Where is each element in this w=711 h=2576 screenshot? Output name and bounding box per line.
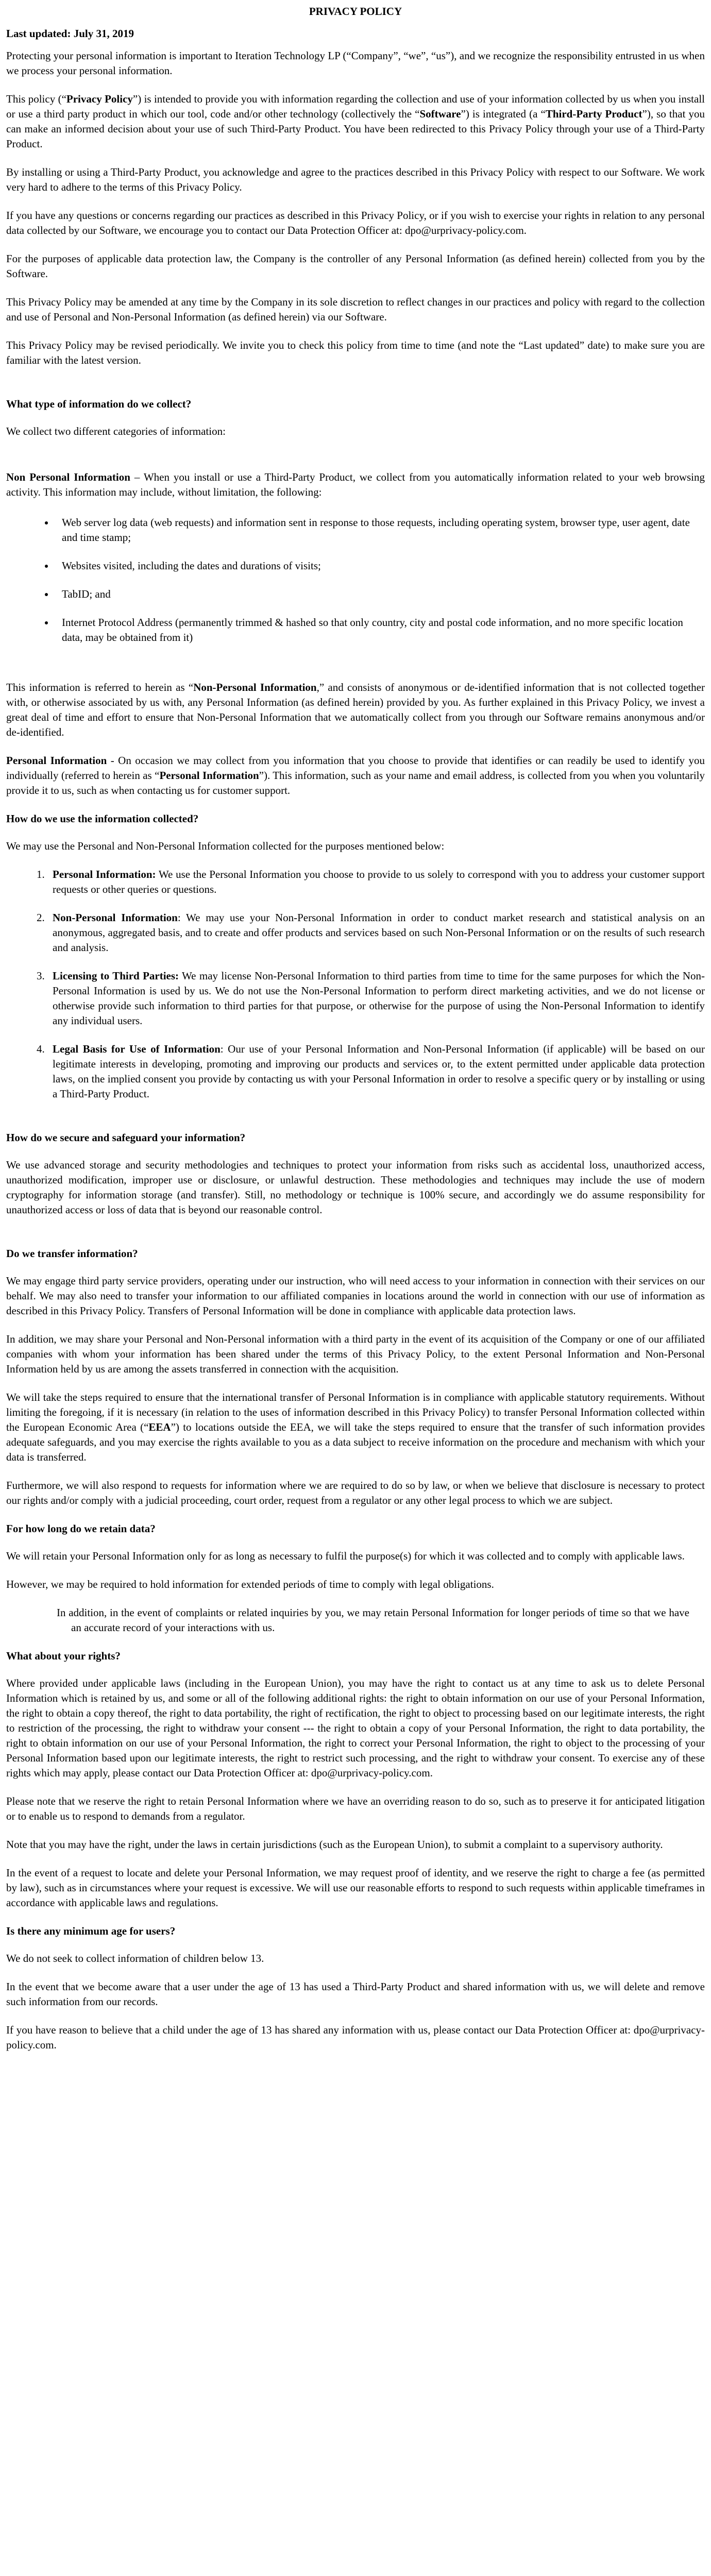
- use-purposes-list: [6, 867, 705, 1101]
- rights-retention-paragraph: Please note that we reserve the right to retain Personal Information where we have an overriding reason to do so, such as to preserve it for anticipated litigation or to enable us to respond to demands from a regulator.: [6, 1795, 705, 1822]
- transfer-paragraph: We may engage third party service providers, operating under our instruction, who will need access to your information in connection with their services on our behalf. We may also need to transfer your information to our affiliated companies in locations around the world in connection with our use of information as described in this Privacy Policy. Transfers of Personal Information will be done in compliance with applicable data protection laws.: [6, 1275, 705, 1317]
- list-item: 1. Personal Information: We use the Personal Information you choose to provide to us solely to correspond with you to address your customer support requests or other queries or questions.: [47, 867, 705, 897]
- list-item: 4. Legal Basis for Use of Information: Our use of your Personal Information and Non-Personal Information (if applicable) will be based on our legitimate interests in developing, promoting and improving our products and services or, to the extent permitted under applicable data protection laws, on the implied consent you provide by contacting us with your Personal Information in order to resolve a specific query or by installing or using a Third-Party Product.: [47, 1042, 705, 1101]
- intro-paragraph: Protecting your personal information is important to Iteration Technology LP (“Company”, “we”, “us”), and we recognize the responsibility entrusted in us when we process your personal information.: [6, 49, 705, 77]
- collect-intro: We collect two different categories of information:: [6, 425, 226, 437]
- retain-paragraph: We will retain your Personal Information only for as long as necessary to fulfil the purpose(s) for which it was collected and to comply with applicable laws.: [6, 1550, 685, 1562]
- collected-data-list: [6, 515, 705, 645]
- last-updated-date: Last updated: July 31, 2019: [6, 27, 134, 40]
- intro-consent-paragraph: By installing or using a Third-Party Product, you acknowledge and agree to the practices described in this Privacy Policy with respect to our Software. We work very hard to adhere to the terms of this Privacy Policy.: [6, 166, 705, 193]
- secure-paragraph: We use advanced storage and security methodologies and techniques to protect your information from risks such as accidental loss, unauthorized access, unauthorized modification, improper use or disclosure, or unlawful destruction. These methodologies and techniques may include the use of modern cryptography for information storage (and transfer). Still, no methodology or technique is 100% secure, and accordingly we do assume responsibility for unauthorized access or loss of data that is beyond our reasonable control.: [6, 1159, 705, 1216]
- list-item: • Internet Protocol Address (permanently trimmed & hashed so that only country, city and postal code information, and no more specific location data, may be obtained from it): [55, 615, 705, 645]
- age-deletion-paragraph: In the event that we become aware that a user under the age of 13 has used a Third-Party Product and shared information with us, we will delete and remove such information from our records.: [6, 1980, 705, 2008]
- list-item: • Websites visited, including the dates and durations of visits;: [55, 558, 705, 573]
- retain-complaints-paragraph: In addition, in the event of complaints or related inquiries by you, we may retain Personal Information for longer periods of time so that we have an accurate record of your interactions with us.: [57, 1606, 689, 1634]
- transfer-international-paragraph: We will take the steps required to ensure that the international transfer of Personal Information is in compliance with applicable statutory requirements. Without limiting the foregoing, if it is necessary (in relation to the uses of information described in this Privacy Policy) to transfer Personal Information collected within the European Economic Area (“EEA”) to locations outside the EEA, we will take the steps required to ensure that the transfer of such information provides adequate safeguards, and you may exercise the rights available to you as a data subject to receive information on the procedure and mechanism with which your data is transferred.: [6, 1391, 705, 1463]
- section-heading-use: How do we use the information collected?: [6, 812, 199, 825]
- age-contact-paragraph: If you have reason to believe that a child under the age of 13 has shared any information with us, please contact our Data Protection Officer at: dpo@urprivacy-policy.com.: [6, 2024, 705, 2051]
- non-personal-info-definition: This information is referred to herein as “Non-Personal Information,” and consists of anonymous or de-identified information that is not collected together with, or otherwise associated by us with, any Personal Information (as defined herein) provided by you. As further explained in this Privacy Policy, we invest a great deal of time and effort to ensure that Non-Personal Information that we automatically collect from you through our Software remains anonymous and/or de-identified.: [6, 681, 705, 738]
- list-item: • TabID; and: [55, 587, 705, 602]
- section-heading-collect: What type of information do we collect?: [6, 398, 192, 410]
- section-heading-transfer: Do we transfer information?: [6, 1247, 138, 1260]
- transfer-acquisition-paragraph: In addition, we may share your Personal and Non-Personal information with a third party in the event of its acquisition of the Company or one of our affiliated companies with whom your information has been shared under the terms of this Privacy Policy, to the extent Personal Information and Non-Personal Information held by us are among the assets transferred in connection with the acquisition.: [6, 1333, 705, 1375]
- section-heading-retain: For how long do we retain data?: [6, 1522, 156, 1535]
- transfer-legal-paragraph: Furthermore, we will also respond to requests for information where we are required to do so by law, or when we believe that disclosure is necessary to protect our rights and/or comply with a judicial proceeding, court order, request from a regulator or any other legal process to which we are subject.: [6, 1479, 705, 1506]
- intro-revision-paragraph: This Privacy Policy may be revised periodically. We invite you to check this policy from time to time (and note the “Last updated” date) to make sure you are familiar with the latest version.: [6, 339, 705, 366]
- section-heading-rights: What about your rights?: [6, 1650, 121, 1662]
- list-item: 2. Non-Personal Information: We may use your Non-Personal Information in order to conduct market research and statistical analysis on an anonymous, aggregated basis, and to create and offer products and services based on such Non-Personal Information or on the results of such research and analysis.: [47, 910, 705, 955]
- rights-complaint-paragraph: Note that you may have the right, under the laws in certain jurisdictions (such as the European Union), to submit a complaint to a supervisory authority.: [6, 1838, 663, 1851]
- page-title: PRIVACY POLICY: [309, 5, 402, 18]
- personal-info-paragraph: Personal Information - On occasion we may collect from you information that you choose to provide that identifies or can readily be used to identify you individually (referred to herein as “Personal Information”). This information, such as your name and email address, is collected from you when you voluntarily provide it to us, such as when contacting us for customer support.: [6, 754, 705, 796]
- intro-controller-paragraph: For the purposes of applicable data protection law, the Company is the controller of any Personal Information (as defined herein) collected from you by the Software.: [6, 252, 705, 280]
- use-intro: We may use the Personal and Non-Personal Information collected for the purposes mentioned below:: [6, 840, 445, 852]
- non-personal-info-paragraph: Non Personal Information – When you install or use a Third-Party Product, we collect from you automatically information related to your web browsing activity. This information may include, without limitation, the following:: [6, 471, 705, 498]
- rights-paragraph: Where provided under applicable laws (including in the European Union), you may have the right to contact us at any time to ask us to delete Personal Information which is retained by us, and some or all of the following additional rights: the right to obtain information on our use of your Personal Information, the right to obtain a copy thereof, the right to data portability, the right of rectification, the right to object to processing based on our legitimate interests, the right to restriction of the processing, the right to withdraw your consent --- the right to obtain a copy of your Personal Information, the right to data portability, the right to obtain information on our use of your Personal Information, the right to correct your Personal Information, the right to object to the processing of your Personal Information based upon our legitimate interests, the right to restrict such processing, and the right to withdraw your consent. To exercise any of these rights which may apply, please contact our Data Protection Officer at: dpo@urprivacy-policy.com.: [6, 1677, 705, 1779]
- retain-legal-paragraph: However, we may be required to hold information for extended periods of time to comply with legal obligations.: [6, 1578, 494, 1590]
- list-item: • Web server log data (web requests) and information sent in response to those requests, including operating system, browser type, user agent, date and time stamp;: [55, 515, 705, 545]
- retain-indented-block: [6, 1605, 705, 1635]
- list-item: 3. Licensing to Third Parties: We may license Non-Personal Information to third parties from time to time for the same purposes for which the Non-Personal Information is used by us. We do not use the Non-Personal Information to perform direct marketing activities, and we do not license or otherwise provide such information to third parties for that purpose, or otherwise for the purpose of using the Non-Personal Information to identify any individual users.: [47, 969, 705, 1028]
- age-paragraph: We do not seek to collect information of children below 13.: [6, 1952, 264, 1964]
- intro-contact-paragraph: If you have any questions or concerns regarding our practices as described in this Privacy Policy, or if you wish to exercise your rights in relation to any personal data collected by our Software, we encourage you to contact our Data Protection Officer at: dpo@urprivacy-policy.com.: [6, 209, 705, 236]
- rights-request-paragraph: In the event of a request to locate and delete your Personal Information, we may request proof of identity, and we reserve the right to charge a fee (as permitted by law), such as in circumstances where your request is excessive. We will use our reasonable efforts to respond to such requests within applicable timeframes in accordance with applicable laws and regulations.: [6, 1867, 705, 1909]
- intro-definition-paragraph: This policy (“Privacy Policy”) is intended to provide you with information regarding the collection and use of your information collected by us when you install or use a third party product in which our tool, code and/or other technology (collectively the “Software”) is integrated (a “Third-Party Product”), so that you can make an informed decision about your use of such Third-Party Product. You have been redirected to this Privacy Policy through your use of a Third-Party Product.: [6, 93, 705, 150]
- section-heading-age: Is there any minimum age for users?: [6, 1925, 176, 1937]
- section-heading-secure: How do we secure and safeguard your information?: [6, 1131, 246, 1144]
- intro-amendment-paragraph: This Privacy Policy may be amended at any time by the Company in its sole discretion to reflect changes in our practices and policy with regard to the collection and use of Personal and Non-Personal Information (as defined herein) via our Software.: [6, 296, 705, 323]
